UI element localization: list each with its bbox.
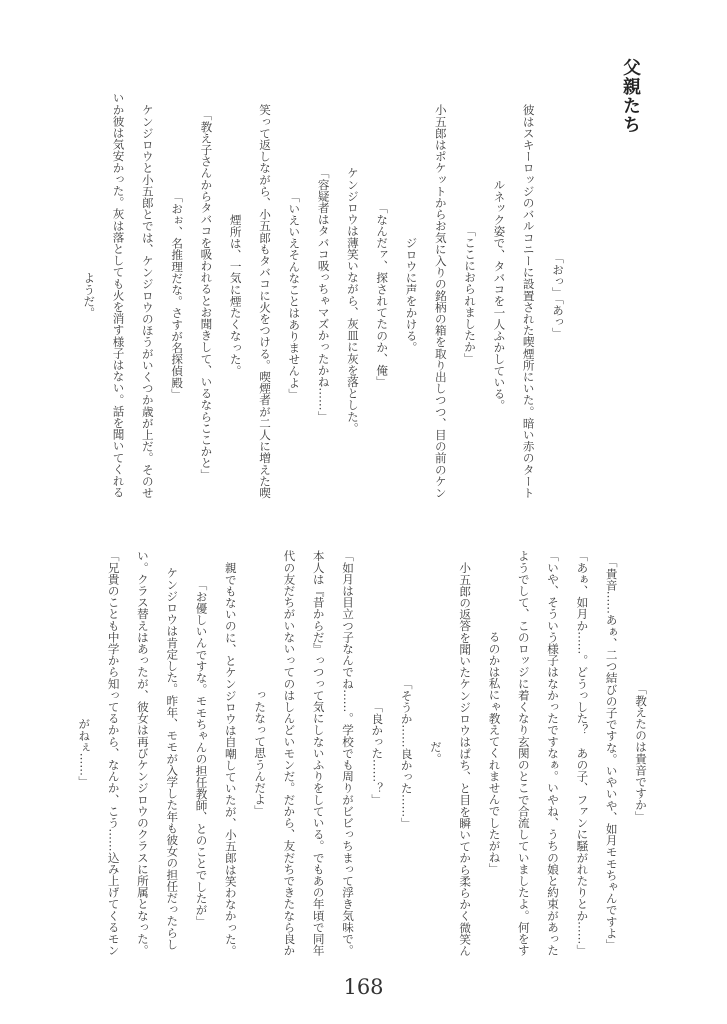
text-line: ケンジロウは肯定した。昨年、モモが入学した年も彼女の担任だったらし (165, 567, 180, 951)
text-line: 本人は『昔からだ』っつって気にしないふりをしている。でもあの年頃で同年 (311, 550, 326, 956)
text-line: 「良かった……？」 (370, 700, 385, 806)
text-line: 「容疑者はタバコ吸っちゃマズかったかね……」 (316, 167, 331, 423)
text-line: がねぇ……」 (77, 718, 92, 788)
text-line: 笑って返しながら、小五郎もタバコに火をつける。喫煙者が二人に増えた喫 (258, 103, 273, 498)
text-line: 「いえいえそんなことはありませんよ」 (287, 190, 302, 400)
text-line: 代の友だちがいないってのはしんどいモンだ。だから、友だちできたなら良か (282, 550, 297, 956)
text-line: 親でもないのに、とケンジロウは自嘲していたが、小五郎は笑わなかった。 (223, 561, 238, 956)
text-line: ようだ。 (82, 271, 97, 319)
text-line: 「そうか……良かった……」 (399, 677, 414, 829)
text-line: るのかは私にゃ教えてくれませんでしたがね」 (487, 631, 502, 875)
text-line: だ。 (428, 741, 443, 765)
text-line: 「あぁ、如月か……。どうっした？ あの子、ファンに騒がれたりとか……」 (575, 550, 590, 956)
page-number: 168 (343, 975, 384, 999)
text-line: 「教えたのは貴音ですか」 (634, 683, 648, 823)
text-line: ケンジロウと小五郎とでは、ケンジロウのほうがいくつか歳が上だ。そのせ (140, 103, 155, 498)
text-block-top (74, 75, 572, 515)
text-line: 小五郎の返答を聞いたケンジロウはぱち、と目を瞬いてから柔らかく微笑ん (458, 561, 473, 956)
text-line: 「兄貴のことも中学から知ってるから、なんか、こう……込み上げてくるモン (106, 550, 121, 956)
text-line: 「おぉ、名推理だな。さすが名探偵殿」 (170, 190, 185, 400)
text-line: い。クラス替えはあったが、彼女は再びケンジロウのクラスに所属となった。 (135, 550, 150, 956)
text-line: 「いや、そういう様子はなかったですなぁ。いやね、うちの娘と約束があった (546, 550, 561, 956)
text-line: 「なんだァ、探されてたのか、俺」 (375, 202, 390, 388)
text-line: 「貴音……あぁ、二つ結びの子ですな。いやいや、如月モモちゃんですよ」 (604, 555, 619, 951)
text-line: 煙所は、一気に煙たくなった。 (228, 213, 243, 377)
text-block-bottom (69, 533, 655, 973)
text-line: 「お優しいんですな。モモちゃんの担任教師、とのことでしたが」 (194, 579, 209, 927)
chapter-title: 父親たち (620, 58, 641, 134)
text-line: ケンジロウは薄笑いながら、灰皿に灰を落とした。 (345, 167, 360, 435)
text-line: 小五郎はポケットからお気に入りの銘柄の箱を取り出しつつ、目の前のケン (433, 103, 448, 498)
text-line: 「おっ」「あっ」 (551, 251, 565, 339)
text-line: いか彼は気安かった。灰は落としても火を消す様子はない。話を聞いてくれる (111, 92, 126, 498)
text-line: ったなって思うんだよ」 (253, 689, 268, 817)
text-line: 「如月は目立つ子なんでね……。学校でも周りがビビっちまって浮き気味で。 (341, 550, 356, 956)
text-line: ジロウに声をかける。 (404, 237, 419, 353)
text-line: ルネック姿で、タバコを一人ふかしている。 (492, 179, 507, 411)
text-line: ようでして、このロッジに着くなり玄関のとこで合流していましたよ。何をす (516, 550, 531, 956)
text-line: 「教え子さんからタバコを吸われるとお聞きして、いるならここかと」 (199, 109, 214, 481)
text-line: 彼はスキーロッジのバルコニーに設置された喫煙所にいた。暗い赤のタート (521, 103, 536, 498)
text-line: 「ここにおられましたか」 (463, 225, 478, 365)
